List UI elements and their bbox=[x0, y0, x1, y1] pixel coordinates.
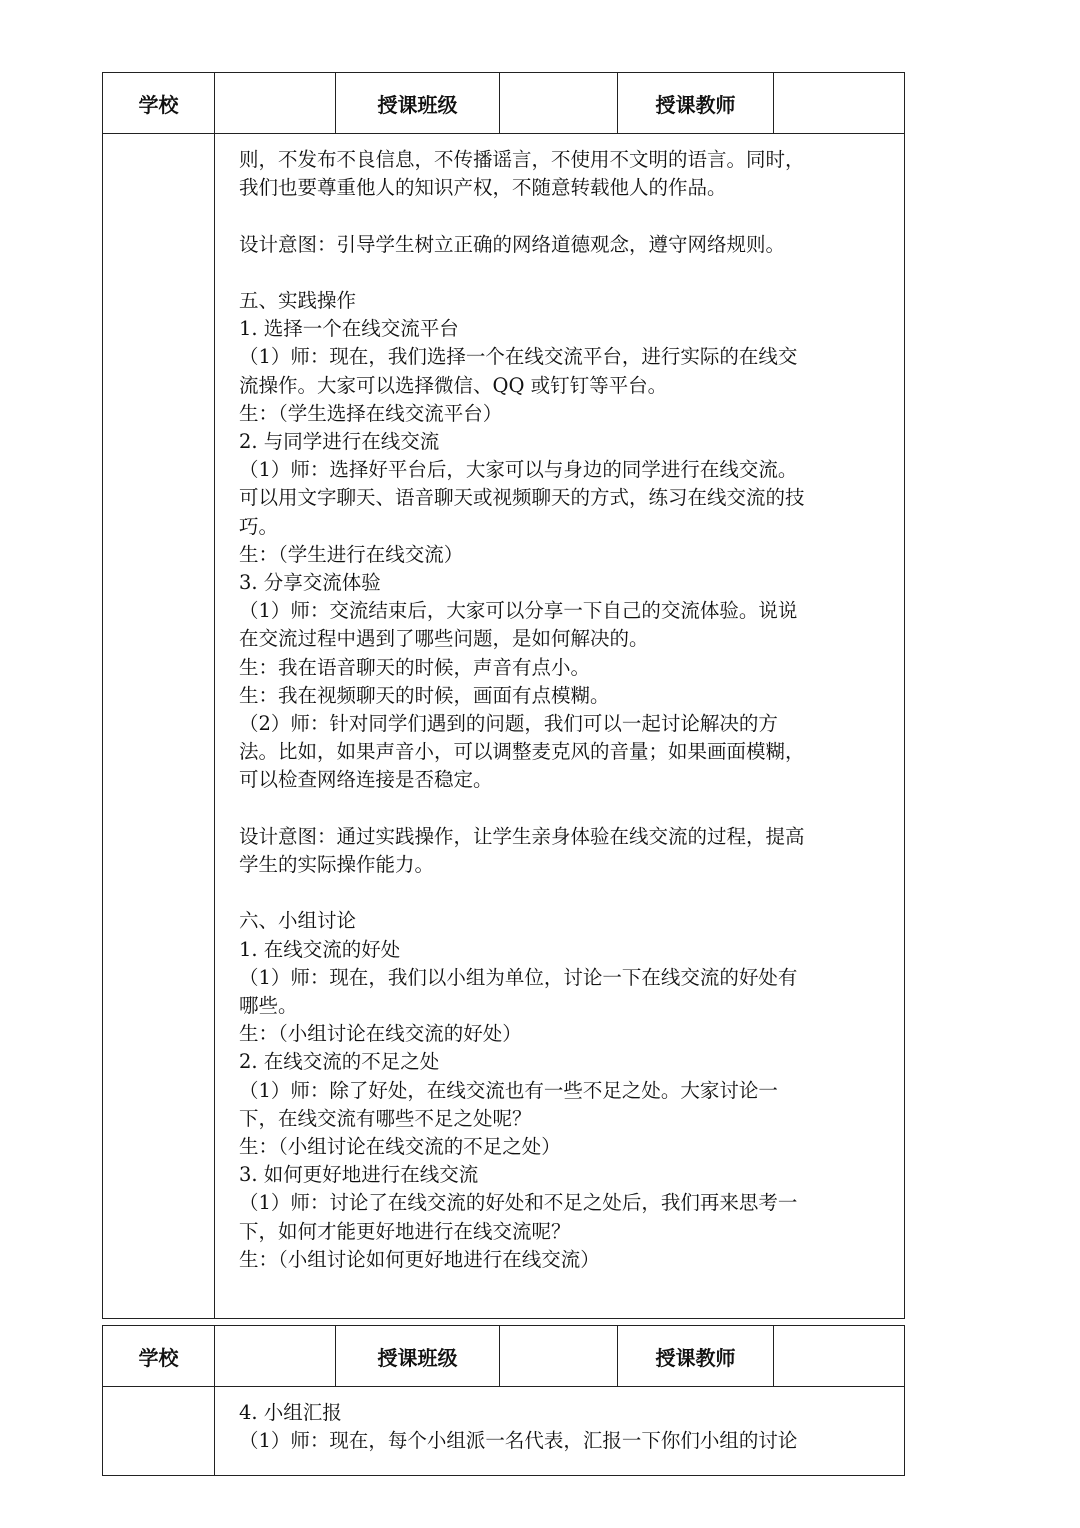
text-line: （1）师：讨论了在线交流的好处和不足之处后，我们再来思考一 bbox=[239, 1191, 798, 1215]
text-line: 六、小组讨论 bbox=[239, 909, 357, 933]
text-line: 学生的实际操作能力。 bbox=[239, 853, 435, 877]
text-line: 3. 如何更好地进行在线交流 bbox=[239, 1163, 479, 1187]
school-label: 学校 bbox=[103, 73, 215, 134]
teacher-label: 授课教师 bbox=[618, 73, 774, 134]
teacher-value bbox=[774, 73, 905, 134]
text-line: 生：我在语音聊天的时候，声音有点小。 bbox=[239, 655, 591, 679]
content-cell bbox=[215, 1387, 905, 1476]
content-row bbox=[103, 1387, 905, 1476]
school-value bbox=[215, 73, 336, 134]
text-line: 五、实践操作 bbox=[239, 288, 357, 312]
blank-line bbox=[239, 259, 882, 287]
lesson-content bbox=[215, 134, 904, 1274]
text-line: 流操作。大家可以选择微信、QQ 或钉钉等平台。 bbox=[239, 373, 668, 397]
text-line: 法。比如，如果声音小，可以调整麦克风的音量；如果画面模糊， bbox=[239, 740, 805, 764]
left-blank-cell bbox=[103, 1387, 215, 1476]
text-line: 4. 小组汇报 bbox=[239, 1401, 342, 1424]
class-value bbox=[500, 1326, 618, 1387]
text-line: 哪些。 bbox=[239, 994, 298, 1018]
text-line: 生：（小组讨论在线交流的不足之处） bbox=[239, 1135, 561, 1159]
text-line: 生：（学生进行在线交流） bbox=[239, 542, 464, 566]
text-line: 下，在线交流有哪些不足之处呢？ bbox=[239, 1106, 532, 1130]
text-line: 下，如何才能更好地进行在线交流呢？ bbox=[239, 1219, 571, 1243]
school-label: 学校 bbox=[103, 1326, 215, 1387]
teacher-value bbox=[774, 1326, 905, 1387]
text-line: 巧。 bbox=[239, 514, 279, 538]
text-line: （1）师：交流结束后，大家可以分享一下自己的交流体验。说说 bbox=[239, 599, 798, 623]
text-line: （2）师：针对同学们遇到的问题，我们可以一起讨论解决的方 bbox=[239, 712, 778, 736]
text-line: 1. 在线交流的好处 bbox=[239, 937, 401, 961]
lesson-table-2 bbox=[102, 1325, 905, 1476]
left-blank-cell bbox=[103, 134, 215, 1319]
text-line: 1. 选择一个在线交流平台 bbox=[239, 317, 459, 341]
text-line: 在交流过程中遇到了哪些问题，是如何解决的。 bbox=[239, 627, 649, 651]
lesson-table-1 bbox=[102, 72, 905, 1319]
text-line: 生：（学生选择在线交流平台） bbox=[239, 401, 503, 425]
text-line: 生：（小组讨论如何更好地进行在线交流） bbox=[239, 1247, 600, 1271]
blank-line bbox=[239, 879, 882, 907]
text-line: 生：我在视频聊天的时候，画面有点模糊。 bbox=[239, 683, 610, 707]
content-row bbox=[103, 134, 905, 1319]
text-line: 3. 分享交流体验 bbox=[239, 571, 381, 595]
text-line: 2. 在线交流的不足之处 bbox=[239, 1050, 440, 1074]
header-row bbox=[103, 1326, 905, 1387]
lesson-content bbox=[215, 1387, 904, 1455]
content-cell bbox=[215, 134, 905, 1319]
text-line: 设计意图：引导学生树立正确的网络道德观念，遵守网络规则。 bbox=[239, 232, 786, 256]
text-line: （1）师：现在，每个小组派一名代表，汇报一下你们小组的讨论 bbox=[239, 1429, 798, 1453]
text-line: （1）师：除了好处，在线交流也有一些不足之处。大家讨论一 bbox=[239, 1078, 778, 1102]
header-row bbox=[103, 73, 905, 134]
blank-line bbox=[239, 202, 882, 230]
text-line: 生：（小组讨论在线交流的好处） bbox=[239, 1022, 522, 1046]
text-line: （1）师：现在，我们以小组为单位，讨论一下在线交流的好处有 bbox=[239, 965, 798, 989]
text-line: 可以检查网络连接是否稳定。 bbox=[239, 768, 493, 792]
blank-line bbox=[239, 795, 882, 823]
class-label: 授课班级 bbox=[336, 73, 500, 134]
teacher-label: 授课教师 bbox=[618, 1326, 774, 1387]
text-line: 可以用文字聊天、语音聊天或视频聊天的方式，练习在线交流的技 bbox=[239, 486, 805, 510]
school-value bbox=[215, 1326, 336, 1387]
text-line: （1）师：现在，我们选择一个在线交流平台，进行实际的在线交 bbox=[239, 345, 798, 369]
text-line: 我们也要尊重他人的知识产权，不随意转载他人的作品。 bbox=[239, 176, 727, 200]
text-line: 2. 与同学进行在线交流 bbox=[239, 430, 440, 453]
class-label: 授课班级 bbox=[336, 1326, 500, 1387]
text-line: 设计意图：通过实践操作，让学生亲身体验在线交流的过程，提高 bbox=[239, 824, 805, 848]
class-value bbox=[500, 73, 618, 134]
text-line: 则，不发布不良信息，不传播谣言，不使用不文明的语言。同时， bbox=[239, 148, 805, 171]
text-line: （1）师：选择好平台后，大家可以与身边的同学进行在线交流。 bbox=[239, 458, 798, 482]
